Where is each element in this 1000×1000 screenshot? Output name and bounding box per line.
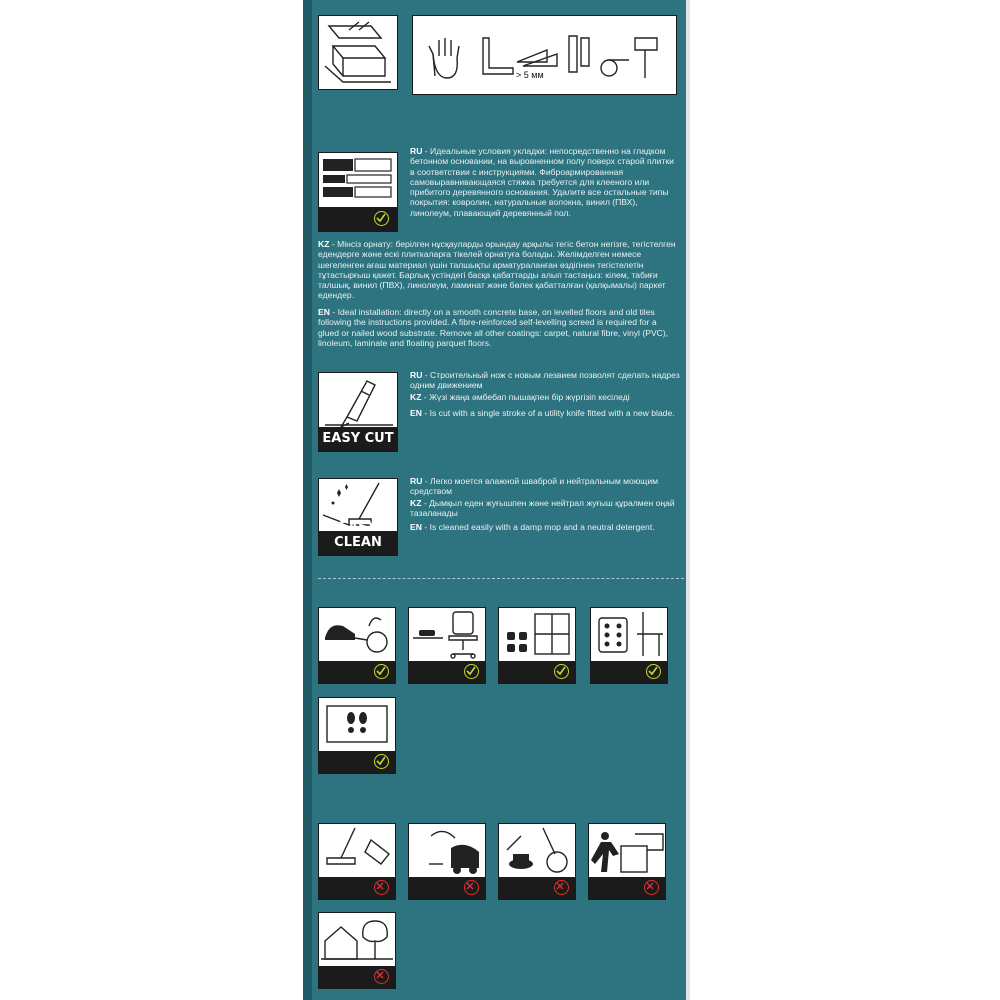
installation-ru-text: RU - Идеальные условия укладки: непосредственно на гладком бетонном основании, на выровненном полу поверх старой плитки в соответствии с инструкциями. Фиброармированная самовыравнивающаяся стяжка требуется для клееного или прибитого деревянного основания. Удалите все остальные типы покрытия: ковролин, натуральные волокна, винил (ПВХ), линолеум, плавающий деревянный пол. [410,146,674,218]
office-chair-box [408,607,486,684]
allowed-check-icon [374,211,389,226]
wet-vacuum-bar [409,877,485,899]
chair-pads-icon [591,608,667,660]
forbidden-icon [374,880,389,895]
utility-knife-icon [569,36,589,72]
tiles-stack-icon [319,16,397,88]
allowed-check-icon [374,754,389,769]
doormat-box [318,697,396,774]
vacuum-cleaner-bar [319,661,395,683]
doormat-icon [319,698,395,750]
easy-cut-bar [319,427,397,451]
tools-icons [413,16,675,94]
steam-mop-bar [319,877,395,899]
easy-clean-label: EASY CLEAN [334,520,382,550]
vacuum-cleaner-icon [319,608,395,660]
square-ruler-icon [483,38,513,74]
gloves-icon [429,38,459,78]
heavy-load-box [588,823,666,900]
forbidden-icon [554,880,569,895]
steam-mop-icon [319,824,395,876]
easy-cut-label: EASY CUT [322,431,394,446]
easy-clean-bar [319,520,397,555]
spacer-wedges-icon [517,50,557,66]
allowed-check-icon [554,664,569,679]
utility-knife-cut-icon [319,373,397,428]
forbidden-icon [464,880,479,895]
installation-bar [319,207,397,231]
chair-pads-box [590,607,668,684]
outdoor-icon [319,913,395,965]
furniture-feet-icon [499,608,575,660]
easy-cut-ru-text: RU - Строительный нож с новым лезвием позволят сделать надрез одним движением [410,370,680,391]
mallet-icon [635,38,657,78]
outdoor-bar [319,966,395,988]
box-right-edge [686,0,690,1000]
easy-clean-kz-text: KZ - Дымқыл еден жуғышпен және нейтрал жуғыш құралмен оңай тазаланады [410,498,675,519]
easy-clean-box [318,478,398,556]
allowed-check-icon [646,664,661,679]
doormat-bar [319,751,395,773]
installation-en-text: EN - Ideal installation: directly on a smooth concrete base, on levelled floors and old tiles following the instructions provided. A fibre-reinforced self-levelling screed is required for a glued or nailed wood substrate. Remove all other coatings: carpet, natural fibre, vinyl (PVC), linoleum, laminate and floating parquet floors. [318,307,669,348]
section-divider [318,578,684,579]
floor-tiles-icon [319,153,397,208]
easy-clean-ru-text: RU - Легко моется влажной шваброй и нейтральным моющим средством [410,476,659,497]
allowed-check-icon [374,664,389,679]
heavy-load-icon [589,824,665,876]
tools-illustration-box [318,15,398,90]
forbidden-icon [374,969,389,984]
easy-clean-en-text: EN - Is cleaned easily with a damp mop and a neutral detergent. [410,522,655,532]
steam-mop-box [318,823,396,900]
floor-sander-box [498,823,576,900]
tools-box [412,15,677,95]
vacuum-cleaner-box [318,607,396,684]
forbidden-icon [644,880,659,895]
office-chair-bar [409,661,485,683]
installation-kz-text: KZ - Мінсіз орнату: берілген нұсқауларды орындау арқылы тегіс бетон негізге, тегістелген едендерге және ескі плиткаларға тікелей орнатуға болады. Желімделген немесе шегеленген ағаш материал үшін талшықты арматураланған өздігінен тегістелетін тұтастырғыш қажет. Барлық үстіндегі басқа қабаттарды алып тастаңыз: кілем, табиғи талшық, винил (ПВХ), линолеум, ламинат және бөлек қабатталған (қалқымалы) паркет едендер. [318,239,676,301]
wet-vacuum-box [408,823,486,900]
easy-cut-kz-text: KZ - Жүзі жаңа әмбебап пышақпен бір жүргізіп кесіледі [410,392,630,402]
furniture-feet-bar [499,661,575,683]
floor-sander-icon [499,824,575,876]
installation-icon-box [318,152,398,232]
office-chair-icon [409,608,485,660]
spacer-label: > 5 мм [516,70,544,80]
allowed-check-icon [464,664,479,679]
wet-vacuum-icon [409,824,485,876]
furniture-feet-box [498,607,576,684]
floor-sander-bar [499,877,575,899]
easy-cut-box [318,372,398,452]
easy-cut-en-text: EN - Is cut with a single stroke of a utility knife fitted with a new blade. [410,408,675,418]
outdoor-box [318,912,396,989]
chair-pads-bar [591,661,667,683]
heavy-load-bar [589,877,665,899]
tape-measure-icon [601,60,629,76]
